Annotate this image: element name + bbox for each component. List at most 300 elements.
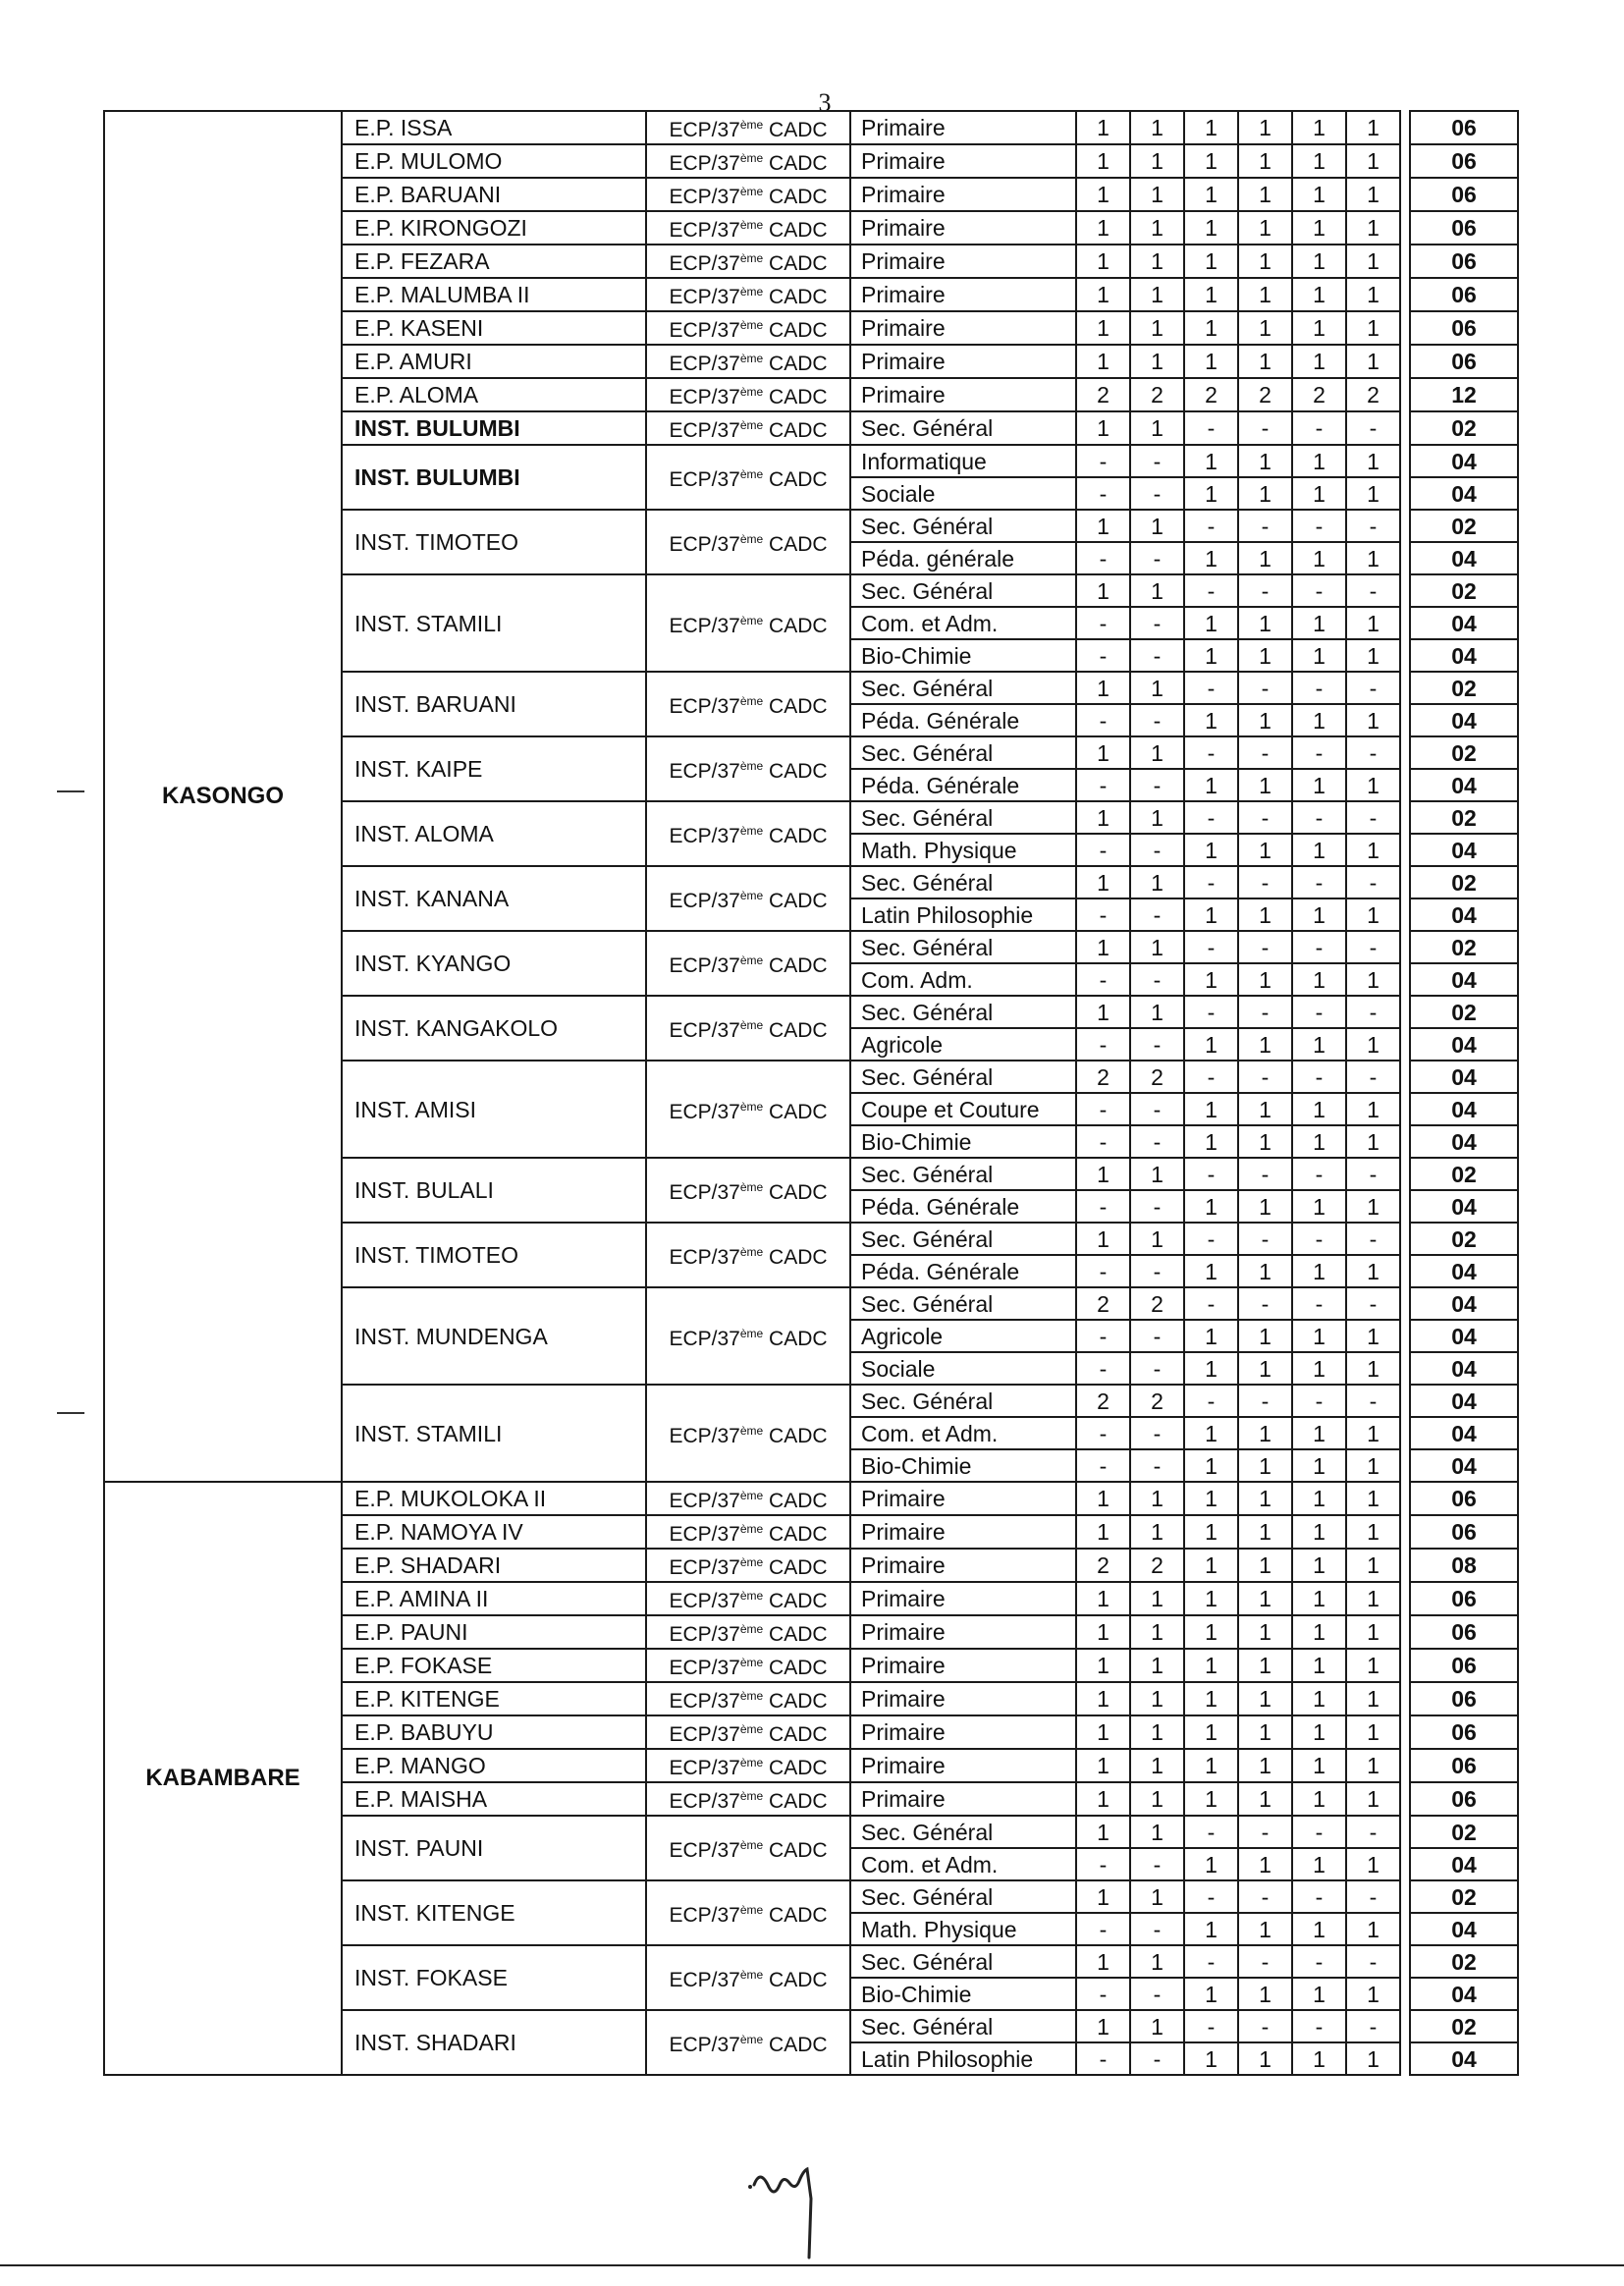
class-count: 1	[1076, 1715, 1130, 1749]
school-name: INST. BULUMBI	[342, 411, 646, 445]
school-name: E.P. MAISHA	[342, 1782, 646, 1816]
class-count: -	[1292, 931, 1346, 963]
class-count: 2	[1130, 1385, 1184, 1417]
table-body	[104, 111, 1518, 2075]
class-count: -	[1346, 866, 1400, 898]
class-count: 1	[1184, 1715, 1238, 1749]
row-total: 06	[1410, 1515, 1518, 1549]
class-count: 1	[1238, 1449, 1292, 1482]
code-tail: CADC	[763, 252, 828, 275]
school-name: E.P. PAUNI	[342, 1615, 646, 1649]
class-count: 1	[1346, 1582, 1400, 1615]
code-sup: ème	[739, 824, 764, 838]
code-tail: CADC	[763, 954, 828, 977]
class-count: 1	[1292, 1093, 1346, 1125]
class-count: -	[1130, 1449, 1184, 1482]
row-total: 06	[1410, 1715, 1518, 1749]
school-name: E.P. ALOMA	[342, 378, 646, 411]
class-count: 1	[1292, 704, 1346, 736]
row-total: 02	[1410, 736, 1518, 769]
school-code	[646, 1482, 850, 1515]
class-count: 1	[1130, 1582, 1184, 1615]
class-count: 1	[1346, 1549, 1400, 1582]
code-tail: CADC	[763, 890, 828, 912]
code-sup: ème	[739, 467, 764, 481]
class-count: 1	[1346, 1190, 1400, 1223]
school-name: INST. ALOMA	[342, 801, 646, 866]
row-total: 04	[1410, 1093, 1518, 1125]
code-main: ECP/37	[669, 1723, 740, 1746]
column-gap	[1400, 736, 1410, 769]
section-name: Primaire	[850, 1515, 1076, 1549]
school-name: INST. TIMOTEO	[342, 510, 646, 574]
class-count: 1	[1130, 144, 1184, 178]
section-name: Primaire	[850, 1615, 1076, 1649]
class-count: 1	[1238, 769, 1292, 801]
class-count: 1	[1076, 1582, 1130, 1615]
code-main: ECP/37	[669, 1790, 740, 1813]
school-name: INST. MUNDENGA	[342, 1287, 646, 1385]
school-code	[646, 866, 850, 931]
row-total: 04	[1410, 1449, 1518, 1482]
column-gap	[1400, 1385, 1410, 1417]
code-tail: CADC	[763, 286, 828, 308]
school-code	[646, 1945, 850, 2010]
code-main: ECP/37	[669, 119, 740, 141]
code-sup: ème	[739, 2033, 764, 2046]
class-count: 1	[1292, 477, 1346, 510]
code-tail: CADC	[763, 353, 828, 375]
row-total: 02	[1410, 1945, 1518, 1978]
section-name: Sociale	[850, 1352, 1076, 1385]
row-total: 04	[1410, 1287, 1518, 1320]
code-sup: ème	[739, 1555, 764, 1569]
class-count: -	[1076, 1028, 1130, 1061]
class-count: 1	[1076, 801, 1130, 834]
class-count: 1	[1076, 1615, 1130, 1649]
column-gap	[1400, 574, 1410, 607]
section-name: Primaire	[850, 1682, 1076, 1715]
class-count: -	[1346, 1816, 1400, 1848]
column-gap	[1400, 211, 1410, 245]
class-count: 1	[1346, 963, 1400, 996]
code-sup: ème	[739, 151, 764, 165]
class-count: -	[1076, 1125, 1130, 1158]
school-name: INST. KAIPE	[342, 736, 646, 801]
class-count: 1	[1130, 1482, 1184, 1515]
class-count: 1	[1184, 111, 1238, 144]
row-total: 04	[1410, 1028, 1518, 1061]
section-name: Latin Philosophie	[850, 898, 1076, 931]
class-count: 1	[1130, 1880, 1184, 1913]
section-name: Com. Adm.	[850, 963, 1076, 996]
class-count: -	[1184, 1223, 1238, 1255]
code-main: ECP/37	[669, 760, 740, 783]
school-name: E.P. SHADARI	[342, 1549, 646, 1582]
code-main: ECP/37	[669, 1904, 740, 1927]
row-total: 04	[1410, 2042, 1518, 2075]
school-name: E.P. KIRONGOZI	[342, 211, 646, 245]
code-sup: ème	[739, 1838, 764, 1852]
class-count: -	[1292, 411, 1346, 445]
section-name: Primaire	[850, 1749, 1076, 1782]
school-name: E.P. MANGO	[342, 1749, 646, 1782]
row-total: 02	[1410, 2010, 1518, 2042]
code-main: ECP/37	[669, 1556, 740, 1579]
row-total: 06	[1410, 1782, 1518, 1816]
code-sup: ème	[739, 352, 764, 365]
row-total: 04	[1410, 1125, 1518, 1158]
code-tail: CADC	[763, 2034, 828, 2056]
class-count: -	[1292, 2010, 1346, 2042]
class-count: -	[1076, 1417, 1130, 1449]
column-gap	[1400, 1715, 1410, 1749]
column-gap	[1400, 866, 1410, 898]
column-gap	[1400, 1515, 1410, 1549]
class-count: 1	[1076, 996, 1130, 1028]
class-count: -	[1238, 1061, 1292, 1093]
class-count: -	[1130, 704, 1184, 736]
class-count: -	[1238, 1223, 1292, 1255]
class-count: 1	[1238, 704, 1292, 736]
class-count: 1	[1292, 178, 1346, 211]
margin-mark	[57, 1412, 84, 1414]
school-code	[646, 144, 850, 178]
school-code	[646, 510, 850, 574]
class-count: -	[1076, 1255, 1130, 1287]
code-main: ECP/37	[669, 1623, 740, 1646]
class-count: -	[1184, 574, 1238, 607]
column-gap	[1400, 2042, 1410, 2075]
class-count: -	[1076, 1093, 1130, 1125]
class-count: 1	[1130, 1715, 1184, 1749]
class-count: -	[1238, 931, 1292, 963]
class-count: 1	[1130, 1682, 1184, 1715]
class-count: 1	[1238, 1848, 1292, 1880]
class-count: 1	[1130, 736, 1184, 769]
school-code	[646, 1649, 850, 1682]
row-total: 04	[1410, 1913, 1518, 1945]
class-count: 1	[1130, 931, 1184, 963]
code-tail: CADC	[763, 1590, 828, 1612]
class-count: -	[1130, 1093, 1184, 1125]
class-count: -	[1076, 1978, 1130, 2010]
class-count: 1	[1184, 1848, 1238, 1880]
class-count: 1	[1184, 2042, 1238, 2075]
school-code	[646, 345, 850, 378]
code-sup: ème	[739, 185, 764, 198]
class-count: -	[1346, 2010, 1400, 2042]
class-count: 1	[1346, 769, 1400, 801]
row-total: 02	[1410, 672, 1518, 704]
class-count: -	[1346, 931, 1400, 963]
school-name: INST. PAUNI	[342, 1816, 646, 1880]
code-main: ECP/37	[669, 1327, 740, 1350]
class-count: 1	[1184, 1482, 1238, 1515]
code-sup: ème	[739, 1656, 764, 1669]
column-gap	[1400, 963, 1410, 996]
code-sup: ème	[739, 889, 764, 902]
column-gap	[1400, 1582, 1410, 1615]
class-count: 1	[1184, 1749, 1238, 1782]
class-count: 1	[1292, 898, 1346, 931]
column-gap	[1400, 769, 1410, 801]
class-count: -	[1076, 1352, 1130, 1385]
school-code	[646, 931, 850, 996]
row-total: 06	[1410, 245, 1518, 278]
class-count: -	[1130, 1978, 1184, 2010]
class-count: 1	[1184, 211, 1238, 245]
code-main: ECP/37	[669, 825, 740, 847]
class-count: 1	[1346, 1482, 1400, 1515]
section-name: Sec. Général	[850, 866, 1076, 898]
school-code	[646, 996, 850, 1061]
row-total: 06	[1410, 1582, 1518, 1615]
class-count: 1	[1184, 311, 1238, 345]
row-total: 02	[1410, 996, 1518, 1028]
column-gap	[1400, 1549, 1410, 1582]
class-count: 1	[1292, 1255, 1346, 1287]
code-tail: CADC	[763, 533, 828, 556]
school-name: INST. SHADARI	[342, 2010, 646, 2075]
school-name: E.P. MULOMO	[342, 144, 646, 178]
code-sup: ème	[739, 1099, 764, 1114]
class-count: 1	[1346, 1028, 1400, 1061]
row-total: 04	[1410, 607, 1518, 639]
column-gap	[1400, 1061, 1410, 1093]
class-count: -	[1076, 1848, 1130, 1880]
class-count: 1	[1238, 1682, 1292, 1715]
class-count: 1	[1238, 144, 1292, 178]
class-count: -	[1292, 996, 1346, 1028]
section-name: Primaire	[850, 211, 1076, 245]
code-tail: CADC	[763, 1181, 828, 1204]
section-name: Primaire	[850, 278, 1076, 311]
class-count: -	[1346, 1945, 1400, 1978]
class-count: -	[1184, 1880, 1238, 1913]
section-name: Sec. Général	[850, 1287, 1076, 1320]
column-gap	[1400, 704, 1410, 736]
class-count: 1	[1238, 1515, 1292, 1549]
class-count: 1	[1238, 1352, 1292, 1385]
class-count: 1	[1076, 1880, 1130, 1913]
class-count: -	[1184, 801, 1238, 834]
code-tail: CADC	[763, 1723, 828, 1746]
class-count: 1	[1292, 1715, 1346, 1749]
school-code	[646, 801, 850, 866]
class-count: 1	[1238, 245, 1292, 278]
signature-mark	[746, 2146, 854, 2263]
class-count: 1	[1292, 607, 1346, 639]
class-count: 1	[1292, 345, 1346, 378]
class-count: 1	[1292, 1913, 1346, 1945]
code-sup: ème	[739, 1326, 764, 1340]
class-count: -	[1292, 801, 1346, 834]
district-name: KABAMBARE	[104, 1482, 342, 2075]
class-count: 1	[1076, 1682, 1130, 1715]
class-count: 1	[1292, 278, 1346, 311]
code-tail: CADC	[763, 186, 828, 208]
class-count: 1	[1346, 1978, 1400, 2010]
class-count: 1	[1292, 1352, 1346, 1385]
class-count: 1	[1184, 1190, 1238, 1223]
code-main: ECP/37	[669, 1100, 740, 1123]
row-total: 02	[1410, 411, 1518, 445]
class-count: 1	[1238, 1417, 1292, 1449]
code-main: ECP/37	[669, 1590, 740, 1612]
code-main: ECP/37	[669, 1490, 740, 1512]
class-count: 1	[1130, 311, 1184, 345]
class-count: 1	[1346, 445, 1400, 477]
section-name: Péda. Générale	[850, 1255, 1076, 1287]
class-count: -	[1130, 1913, 1184, 1945]
class-count: -	[1130, 445, 1184, 477]
section-name: Sec. Général	[850, 574, 1076, 607]
row-total: 06	[1410, 144, 1518, 178]
class-count: -	[1292, 1880, 1346, 1913]
class-count: 1	[1076, 278, 1130, 311]
class-count: 1	[1076, 345, 1130, 378]
school-name: INST. KANANA	[342, 866, 646, 931]
section-name: Primaire	[850, 1549, 1076, 1582]
district-name: KASONGO	[104, 111, 342, 1482]
class-count: -	[1238, 1287, 1292, 1320]
class-count: 1	[1238, 211, 1292, 245]
school-name: INST. STAMILI	[342, 1385, 646, 1482]
column-gap	[1400, 1945, 1410, 1978]
class-count: 1	[1130, 574, 1184, 607]
column-gap	[1400, 144, 1410, 178]
code-sup: ème	[739, 285, 764, 299]
class-count: 1	[1292, 445, 1346, 477]
class-count: -	[1346, 411, 1400, 445]
row-total: 06	[1410, 211, 1518, 245]
section-name: Primaire	[850, 178, 1076, 211]
school-name: E.P. FOKASE	[342, 1649, 646, 1682]
section-name: Math. Physique	[850, 1913, 1076, 1945]
school-code	[646, 211, 850, 245]
class-count: 1	[1076, 211, 1130, 245]
column-gap	[1400, 996, 1410, 1028]
class-count: 1	[1292, 1320, 1346, 1352]
class-count: 1	[1184, 1682, 1238, 1715]
row-total: 06	[1410, 178, 1518, 211]
row-total: 02	[1410, 1816, 1518, 1848]
section-name: Péda. générale	[850, 542, 1076, 574]
class-count: 1	[1346, 111, 1400, 144]
column-gap	[1400, 1682, 1410, 1715]
class-count: 1	[1184, 1782, 1238, 1816]
class-count: 1	[1076, 1482, 1130, 1515]
section-name: Primaire	[850, 144, 1076, 178]
code-tail: CADC	[763, 614, 828, 637]
class-count: 1	[1076, 1158, 1130, 1190]
class-count: 1	[1238, 445, 1292, 477]
code-tail: CADC	[763, 1690, 828, 1713]
class-count: 1	[1184, 1352, 1238, 1385]
column-gap	[1400, 245, 1410, 278]
row-total: 02	[1410, 931, 1518, 963]
row-total: 02	[1410, 866, 1518, 898]
class-count: 1	[1238, 278, 1292, 311]
class-count: -	[1184, 1945, 1238, 1978]
class-count: 1	[1238, 1649, 1292, 1682]
class-count: -	[1292, 1287, 1346, 1320]
class-count: 1	[1346, 278, 1400, 311]
code-sup: ème	[739, 318, 764, 332]
class-count: 1	[1292, 1978, 1346, 2010]
class-count: -	[1184, 411, 1238, 445]
row-total: 02	[1410, 1158, 1518, 1190]
column-gap	[1400, 2010, 1410, 2042]
margin-mark	[57, 790, 84, 792]
class-count: 1	[1184, 1515, 1238, 1549]
class-count: 1	[1292, 245, 1346, 278]
class-count: -	[1346, 672, 1400, 704]
section-name: Coupe et Couture	[850, 1093, 1076, 1125]
school-code	[646, 1582, 850, 1615]
class-count: 1	[1238, 477, 1292, 510]
class-count: -	[1130, 1255, 1184, 1287]
school-name: E.P. BABUYU	[342, 1715, 646, 1749]
column-gap	[1400, 1125, 1410, 1158]
class-count: 1	[1184, 1255, 1238, 1287]
column-gap	[1400, 1482, 1410, 1515]
code-main: ECP/37	[669, 319, 740, 342]
section-name: Péda. Générale	[850, 1190, 1076, 1223]
class-count: 1	[1238, 111, 1292, 144]
code-tail: CADC	[763, 1246, 828, 1269]
code-main: ECP/37	[669, 219, 740, 242]
code-sup: ème	[739, 613, 764, 627]
code-sup: ème	[739, 1968, 764, 1982]
column-gap	[1400, 1093, 1410, 1125]
code-main: ECP/37	[669, 533, 740, 556]
code-tail: CADC	[763, 1327, 828, 1350]
class-count: -	[1184, 1385, 1238, 1417]
column-gap	[1400, 672, 1410, 704]
column-gap	[1400, 1649, 1410, 1682]
class-count: 1	[1184, 1582, 1238, 1615]
class-count: -	[1130, 1848, 1184, 1880]
code-sup: ème	[739, 1018, 764, 1032]
class-count: 1	[1184, 769, 1238, 801]
class-count: 1	[1292, 1482, 1346, 1515]
class-count: -	[1184, 1816, 1238, 1848]
class-count: 1	[1130, 411, 1184, 445]
class-count: 1	[1076, 245, 1130, 278]
row-total: 02	[1410, 801, 1518, 834]
class-count: 1	[1292, 1125, 1346, 1158]
class-count: -	[1238, 411, 1292, 445]
class-count: -	[1238, 1880, 1292, 1913]
row-total: 04	[1410, 1061, 1518, 1093]
column-gap	[1400, 1223, 1410, 1255]
class-count: -	[1346, 736, 1400, 769]
column-gap	[1400, 1255, 1410, 1287]
class-count: 1	[1076, 1749, 1130, 1782]
school-name: E.P. MALUMBA II	[342, 278, 646, 311]
code-main: ECP/37	[669, 695, 740, 718]
class-count: 1	[1346, 1093, 1400, 1125]
school-code	[646, 1880, 850, 1945]
school-name: E.P. ISSA	[342, 111, 646, 144]
code-sup: ème	[739, 1423, 764, 1438]
row-total: 04	[1410, 1190, 1518, 1223]
row-total: 04	[1410, 963, 1518, 996]
section-name: Math. Physique	[850, 834, 1076, 866]
class-count: 1	[1346, 1682, 1400, 1715]
